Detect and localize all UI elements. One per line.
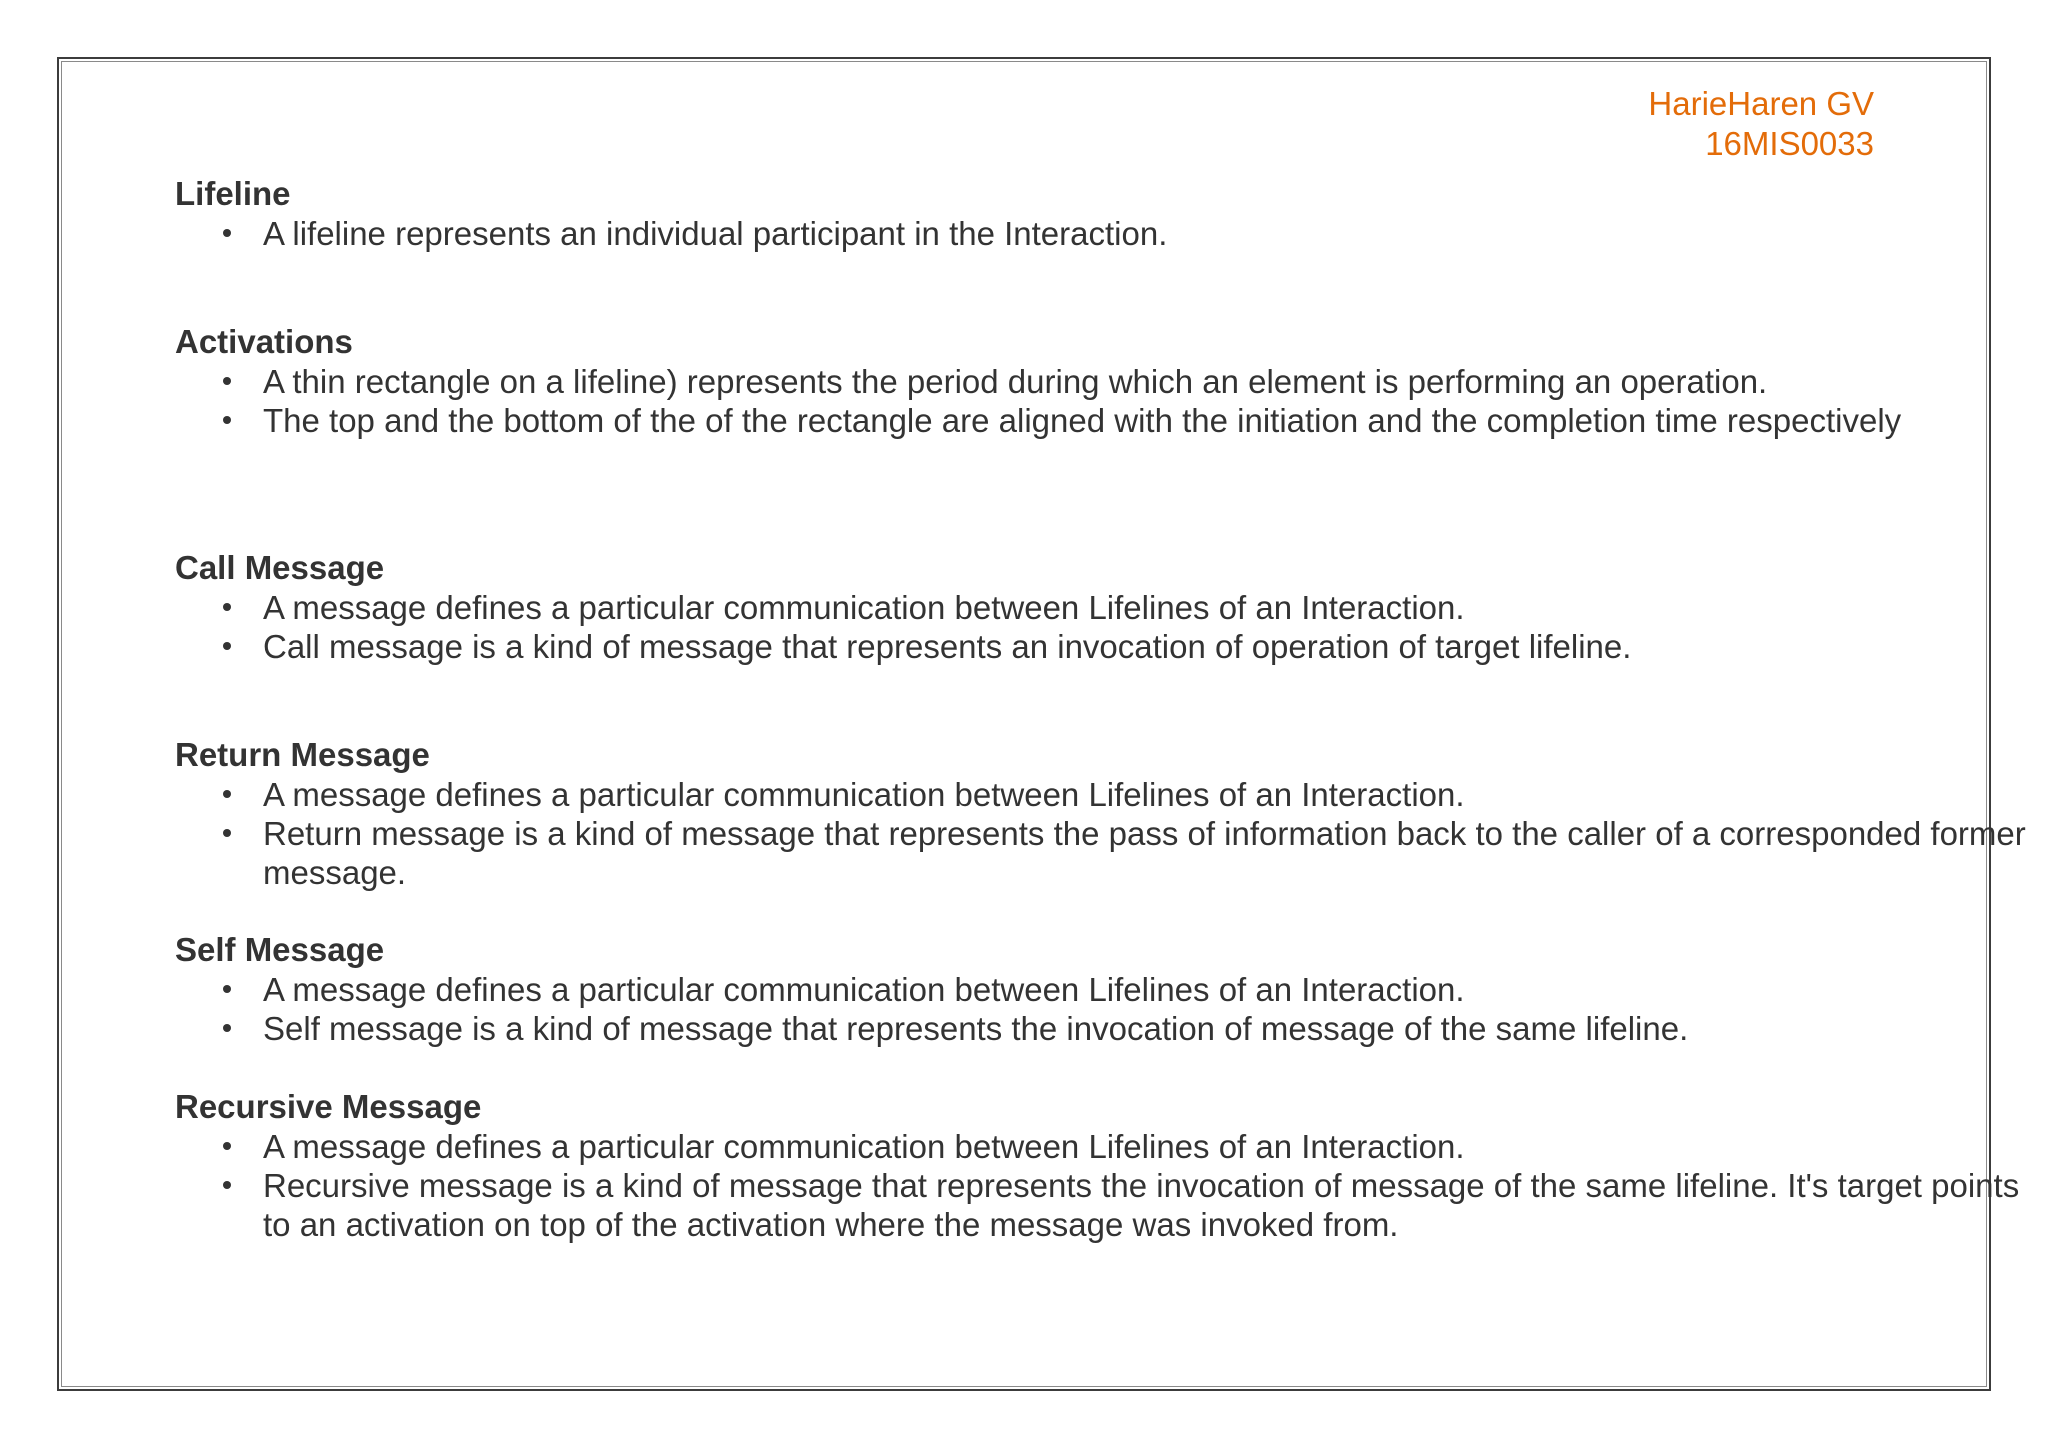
bullet-icon: [223, 229, 231, 237]
bullet-text: Call message is a kind of message that represents an invocation of operation of target lifeline.: [263, 628, 1632, 665]
bullet-item: [175, 1127, 2048, 1166]
section-heading: Activations: [175, 323, 353, 360]
section-call-message: [175, 548, 1875, 735]
bullet-icon: [223, 1181, 231, 1189]
section-return-message: [175, 735, 2026, 930]
section-activations: [175, 322, 1902, 548]
bullet-icon: [223, 829, 231, 837]
bullet-text: A message defines a particular communication between Lifelines of an Interaction.: [263, 971, 1465, 1008]
bullet-list: [175, 1127, 2020, 1244]
bullet-text: A thin rectangle on a lifeline) represents the period during which an element is performing an operation.: [263, 363, 1768, 400]
section-lifeline: [175, 174, 1875, 322]
bullet-text: A message defines a particular communication between Lifelines of an Interaction.: [263, 1128, 1465, 1165]
section-heading: Recursive Message: [175, 1088, 482, 1125]
bullet-list: [175, 362, 1902, 440]
bullet-icon: [223, 377, 231, 385]
bullet-text: Self message is a kind of message that represents the invocation of message of the same lifeline.: [263, 1010, 1689, 1047]
section-heading: Self Message: [175, 931, 385, 968]
bullet-item: [175, 362, 2048, 401]
bullet-icon: [223, 603, 231, 611]
bullet-item: [175, 1166, 2048, 1244]
bullet-icon: [223, 985, 231, 993]
bullet-item: [175, 627, 2048, 666]
bullet-icon: [223, 790, 231, 798]
bullet-item: [175, 775, 2048, 814]
bullet-item: [175, 214, 2048, 253]
author-name: HarieHaren GV: [1648, 85, 1874, 122]
bullet-item: [175, 588, 2048, 627]
bullet-list: [175, 775, 2026, 892]
author-id: 16MIS0033: [1705, 125, 1874, 162]
bullet-icon: [223, 642, 231, 650]
bullet-text: Recursive message is a kind of message that represents the invocation of message of the same lifeline. It's target points to an activation on top of the activation where the message was invoked from.: [263, 1167, 2020, 1243]
bullet-text: Return message is a kind of message that represents the pass of information back to the caller of a corresponded former message.: [263, 815, 2026, 891]
bullet-icon: [223, 416, 231, 424]
bullet-list: [175, 970, 1875, 1048]
bullet-icon: [223, 1024, 231, 1032]
bullet-item: [175, 401, 2048, 440]
section-recursive-message: [175, 1087, 2020, 1244]
bullet-text: A lifeline represents an individual participant in the Interaction.: [263, 215, 1168, 252]
section-heading: Lifeline: [175, 175, 291, 212]
bullet-text: The top and the bottom of the of the rectangle are aligned with the initiation and the completion time respectively: [263, 402, 1902, 439]
section-heading: Return Message: [175, 736, 430, 773]
author-block: [1648, 84, 1874, 164]
bullet-list: [175, 214, 1875, 253]
bullet-text: A message defines a particular communication between Lifelines of an Interaction.: [263, 776, 1465, 813]
bullet-item: [175, 1009, 2048, 1048]
bullet-text: A message defines a particular communication between Lifelines of an Interaction.: [263, 589, 1465, 626]
section-heading: Call Message: [175, 549, 385, 586]
bullet-item: [175, 970, 2048, 1009]
document-content: [175, 174, 2026, 1244]
section-self-message: [175, 930, 1875, 1087]
bullet-list: [175, 588, 1875, 666]
bullet-icon: [223, 1142, 231, 1150]
bullet-item: [175, 814, 2048, 892]
